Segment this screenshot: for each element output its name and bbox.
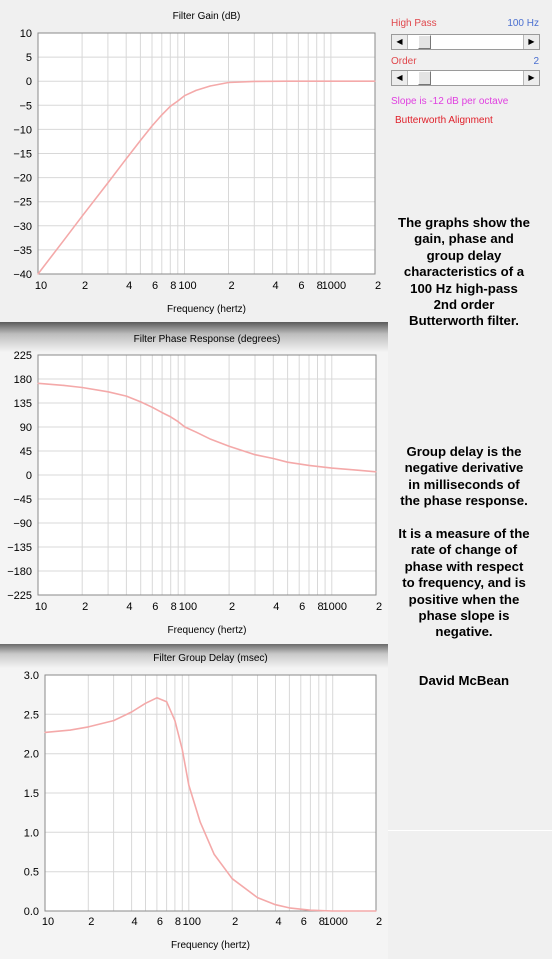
data-point bbox=[140, 140, 141, 141]
x-axis-label: Frequency (hertz) bbox=[167, 304, 246, 315]
data-point bbox=[374, 81, 375, 82]
data-point bbox=[156, 697, 157, 698]
y-tick-label: −180 bbox=[7, 566, 32, 578]
order-value: 2 bbox=[533, 56, 539, 67]
y-tick-label: −35 bbox=[13, 244, 32, 257]
x-tick-label: 1000 bbox=[322, 601, 348, 613]
y-tick-label: 225 bbox=[13, 350, 32, 362]
data-point bbox=[184, 426, 185, 427]
x-tick-label: 8 bbox=[316, 280, 323, 292]
y-tick-label: 2.0 bbox=[23, 748, 39, 761]
data-point bbox=[188, 785, 189, 786]
x-tick-label: 8 bbox=[170, 601, 177, 613]
x-tick-label: 8 bbox=[317, 601, 324, 613]
group-delay-chart-panel bbox=[0, 644, 388, 959]
y-tick-label: −25 bbox=[13, 196, 32, 209]
x-tick-label: 8 bbox=[174, 916, 181, 928]
data-point bbox=[170, 416, 171, 417]
data-point bbox=[375, 910, 376, 911]
data-point bbox=[357, 470, 358, 471]
x-tick-label: 6 bbox=[152, 601, 159, 613]
x-tick-label: 2 bbox=[228, 280, 235, 292]
y-tick-label: −10 bbox=[13, 124, 32, 137]
data-point bbox=[37, 383, 38, 384]
data-point bbox=[177, 100, 178, 101]
chart-title: Filter Group Delay (msec) bbox=[153, 653, 268, 664]
data-point bbox=[37, 273, 38, 274]
data-point bbox=[210, 85, 211, 86]
y-tick-label: −15 bbox=[13, 148, 32, 161]
data-point bbox=[162, 412, 163, 413]
highpass-slider[interactable] bbox=[391, 34, 540, 50]
data-point bbox=[331, 468, 332, 469]
data-point bbox=[140, 401, 141, 402]
x-tick-label: 2 bbox=[375, 601, 383, 613]
data-point bbox=[82, 387, 83, 388]
data-point bbox=[166, 701, 167, 702]
x-tick-label: 6 bbox=[300, 916, 307, 928]
x-axis-label: Frequency (hertz) bbox=[171, 940, 250, 951]
data-point bbox=[88, 726, 89, 727]
author-name: David McBean bbox=[418, 673, 510, 688]
y-tick-label: −90 bbox=[13, 518, 32, 530]
data-point bbox=[330, 81, 331, 82]
data-point bbox=[44, 732, 45, 733]
data-point bbox=[145, 703, 146, 704]
y-tick-label: 1.5 bbox=[23, 788, 39, 800]
data-point bbox=[196, 432, 197, 433]
chart-title: Filter Gain (dB) bbox=[172, 11, 241, 22]
data-point bbox=[184, 95, 185, 96]
y-tick-label: 135 bbox=[13, 398, 32, 410]
data-point bbox=[126, 396, 127, 397]
chart-title: Filter Phase Response (degrees) bbox=[133, 334, 281, 345]
order-slider-right-arrow-icon[interactable]: ▶ bbox=[523, 71, 539, 85]
x-tick-label: 6 bbox=[151, 280, 159, 292]
data-point bbox=[375, 471, 376, 472]
x-tick-label: 8 bbox=[318, 916, 325, 928]
y-tick-label: 45 bbox=[19, 446, 32, 458]
x-tick-label: 100 bbox=[178, 601, 198, 613]
y-tick-label: 1.0 bbox=[23, 827, 39, 840]
description-paragraph-1: The graphs show the gain, phase and group delay characteristics of a 100 Hz high-pass 2nd order Butterworth filter. bbox=[398, 215, 530, 329]
data-point bbox=[178, 421, 179, 422]
data-point bbox=[200, 822, 201, 823]
data-point bbox=[161, 114, 162, 115]
x-tick-label: 100 bbox=[182, 916, 201, 928]
data-point bbox=[214, 854, 215, 855]
y-tick-label: −5 bbox=[19, 100, 32, 113]
x-tick-label: 2 bbox=[374, 280, 382, 292]
x-tick-label: 2 bbox=[229, 601, 236, 613]
data-point bbox=[151, 125, 152, 126]
data-point bbox=[286, 81, 287, 82]
x-tick-label: 10 bbox=[34, 280, 48, 292]
x-tick-label: 6 bbox=[298, 280, 305, 292]
x-tick-label: 10 bbox=[34, 601, 48, 613]
data-point bbox=[232, 878, 233, 879]
y-tick-label: −20 bbox=[13, 172, 32, 185]
y-tick-label: 180 bbox=[13, 374, 32, 386]
group-delay-chart bbox=[0, 644, 388, 959]
y-tick-label: 0 bbox=[25, 76, 32, 89]
x-tick-label: 100 bbox=[178, 280, 197, 292]
highpass-value: 100 Hz bbox=[507, 18, 539, 29]
data-point bbox=[152, 407, 153, 408]
data-point bbox=[332, 910, 333, 911]
data-point bbox=[63, 385, 64, 386]
y-tick-label: −30 bbox=[13, 220, 32, 233]
y-tick-label: −135 bbox=[7, 542, 32, 554]
y-tick-label: 10 bbox=[19, 28, 32, 40]
data-point bbox=[182, 749, 183, 750]
order-slider[interactable] bbox=[391, 70, 540, 86]
y-tick-label: 90 bbox=[19, 422, 32, 434]
data-point bbox=[287, 462, 288, 463]
order-slider-thumb[interactable] bbox=[418, 71, 431, 85]
x-axis-label: Frequency (hertz) bbox=[167, 625, 247, 636]
x-tick-label: 2 bbox=[82, 601, 89, 613]
order-slider-left-arrow-icon[interactable]: ◀ bbox=[392, 71, 408, 85]
data-point bbox=[228, 82, 229, 83]
data-point bbox=[254, 454, 255, 455]
data-point bbox=[210, 439, 211, 440]
x-tick-label: 6 bbox=[156, 916, 163, 928]
data-point bbox=[113, 720, 114, 721]
y-tick-label: 3.0 bbox=[23, 670, 39, 682]
data-point bbox=[308, 465, 309, 466]
data-point bbox=[70, 730, 71, 731]
x-tick-label: 4 bbox=[272, 280, 279, 292]
data-point bbox=[257, 897, 258, 898]
x-tick-label: 4 bbox=[126, 601, 133, 613]
data-point bbox=[82, 216, 83, 217]
data-point bbox=[107, 182, 108, 183]
y-tick-label: −225 bbox=[7, 590, 32, 602]
order-label: Order bbox=[391, 56, 417, 67]
y-tick-label: −45 bbox=[13, 494, 32, 506]
alignment-text: Butterworth Alignment bbox=[395, 115, 493, 126]
data-point bbox=[131, 711, 132, 712]
data-point bbox=[174, 720, 175, 721]
data-point bbox=[357, 910, 358, 911]
x-tick-label: 2 bbox=[82, 280, 89, 292]
y-tick-label: 0 bbox=[25, 470, 32, 482]
x-tick-label: 10 bbox=[41, 916, 55, 928]
data-point bbox=[63, 240, 64, 241]
gain-chart-panel bbox=[0, 0, 388, 322]
data-point bbox=[310, 910, 311, 911]
highpass-slider-thumb[interactable] bbox=[418, 35, 431, 49]
data-point bbox=[273, 458, 274, 459]
data-point bbox=[126, 158, 127, 159]
x-tick-label: 6 bbox=[299, 601, 306, 613]
highpass-slider-left-arrow-icon[interactable]: ◀ bbox=[392, 35, 408, 49]
slope-text: Slope is -12 dB per octave bbox=[391, 96, 509, 107]
description-paragraph-2b: It is a measure of the rate of change of phase with respect to frequency, and is positive when the phase slope is negative. bbox=[398, 526, 530, 640]
x-tick-label: 4 bbox=[126, 280, 133, 292]
data-point bbox=[196, 90, 197, 91]
x-tick-label: 4 bbox=[273, 601, 280, 613]
x-tick-label: 2 bbox=[88, 916, 95, 928]
divider-line bbox=[388, 830, 552, 831]
data-point bbox=[170, 106, 171, 107]
y-tick-label: −40 bbox=[13, 269, 32, 281]
data-point bbox=[289, 907, 290, 908]
x-tick-label: 1000 bbox=[321, 280, 347, 292]
data-point bbox=[254, 81, 255, 82]
y-tick-label: 2.5 bbox=[23, 709, 39, 722]
x-tick-label: 8 bbox=[170, 280, 177, 292]
highpass-label: High Pass bbox=[391, 18, 437, 29]
y-tick-label: 5 bbox=[25, 52, 32, 65]
x-tick-label: 2 bbox=[232, 916, 239, 928]
x-tick-label: 4 bbox=[275, 916, 282, 928]
data-point bbox=[229, 446, 230, 447]
highpass-slider-right-arrow-icon[interactable]: ▶ bbox=[523, 35, 539, 49]
x-tick-label: 2 bbox=[375, 916, 383, 928]
x-tick-label: 4 bbox=[131, 916, 138, 928]
data-point bbox=[108, 391, 109, 392]
data-point bbox=[275, 904, 276, 905]
description-paragraph-2a: Group delay is the negative derivative in milliseconds of the phase response. bbox=[400, 444, 528, 509]
y-tick-label: 0.0 bbox=[23, 906, 39, 918]
x-tick-label: 1000 bbox=[323, 916, 348, 928]
y-tick-label: 0.5 bbox=[23, 866, 39, 879]
phase-chart-panel bbox=[0, 322, 388, 644]
phase-chart bbox=[0, 322, 388, 644]
gain-chart bbox=[0, 0, 388, 322]
